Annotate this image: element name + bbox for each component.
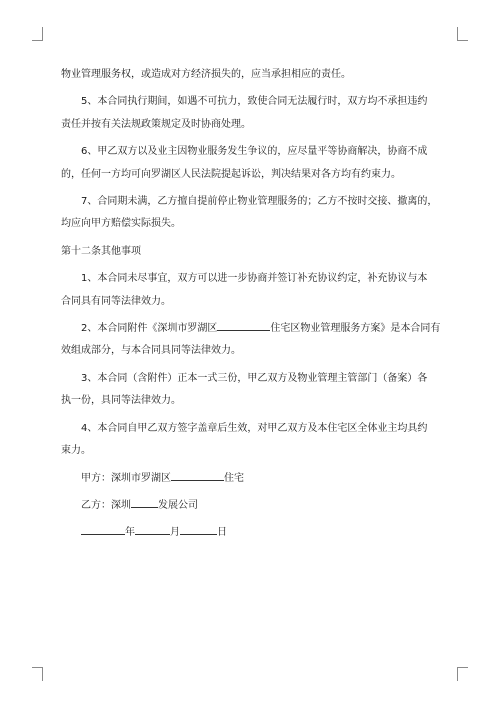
party-a-suffix: 住宅	[224, 472, 244, 484]
document-body	[61, 64, 441, 545]
party-b-suffix: 发展公司	[158, 499, 198, 511]
clause-6-line-1: 6、甲乙双方以及业主因物业服务发生争议的，应尽量平等协商解决，协商不成	[81, 146, 428, 158]
fill-in-blank	[217, 320, 270, 331]
fill-in-blank	[131, 497, 158, 508]
crop-mark-bottom-right	[457, 667, 468, 681]
clause-5-line-2: 责任并按有关法规政策规定及时协商处理。	[61, 118, 251, 130]
item-1-line-1: 1、本合同未尽事宜，双方可以进一步协商并签订补充协议约定，补充协议与本	[81, 273, 428, 285]
clause-5-line-1: 5、本合同执行期间，如遇不可抗力，致使合同无法履行时，双方均不承担违约	[81, 96, 428, 108]
party-a-label: 甲方：深圳市罗湖区	[81, 472, 171, 484]
section-heading: 第十二条其他事项	[61, 245, 141, 257]
crop-mark-top-left	[32, 27, 43, 41]
party-b-label: 乙方：深圳	[81, 499, 131, 511]
clause-6-line-2: 的，任何一方均可向罗湖区人民法院提起诉讼，判决结果对各方均有约束力。	[61, 168, 401, 180]
crop-mark-top-right	[457, 27, 468, 41]
item-2-line-1	[61, 318, 441, 340]
fill-in-blank	[171, 470, 224, 481]
year-blank	[81, 524, 125, 535]
crop-mark-bottom-left	[32, 667, 43, 681]
year-label: 年	[125, 527, 135, 539]
party-a-signature	[61, 468, 441, 490]
item-4-line-2: 束力。	[61, 445, 91, 457]
item-2-text-b: 住宅区物业管理服务方案》是本合同有	[270, 323, 441, 335]
item-2-text-a: 2、本合同附件《深圳市罗湖区	[81, 323, 218, 335]
month-label: 月	[170, 527, 180, 539]
clause-7-line-1: 7、合同期未满，乙方擅自提前停止物业管理服务的；乙方不按时交接、撤离的，	[81, 196, 438, 208]
item-4-line-1: 4、本合同自甲乙双方签字盖章后生效，对甲乙双方及本住宅区全体业主均具约	[81, 422, 428, 434]
day-blank	[180, 524, 217, 535]
party-b-signature	[61, 495, 441, 517]
day-label: 日	[217, 527, 227, 539]
item-1-line-2: 合同具有同等法律效力。	[61, 295, 171, 307]
clause-7-line-2: 均应向甲方赔偿实际损失。	[61, 218, 181, 230]
paragraph-line: 物业管理服务权，或造成对方经济损失的，应当承担相应的责任。	[61, 69, 351, 80]
item-3-line-2: 执一份，具同等法律效力。	[61, 395, 181, 407]
item-2-line-2: 效组成部分，与本合同具同等法律效力。	[61, 345, 241, 357]
date-line	[61, 522, 441, 544]
item-3-line-1: 3、本合同（含附件）正本一式三份，甲乙双方及物业管理主管部门（备案）各	[81, 372, 428, 384]
month-blank	[135, 524, 170, 535]
